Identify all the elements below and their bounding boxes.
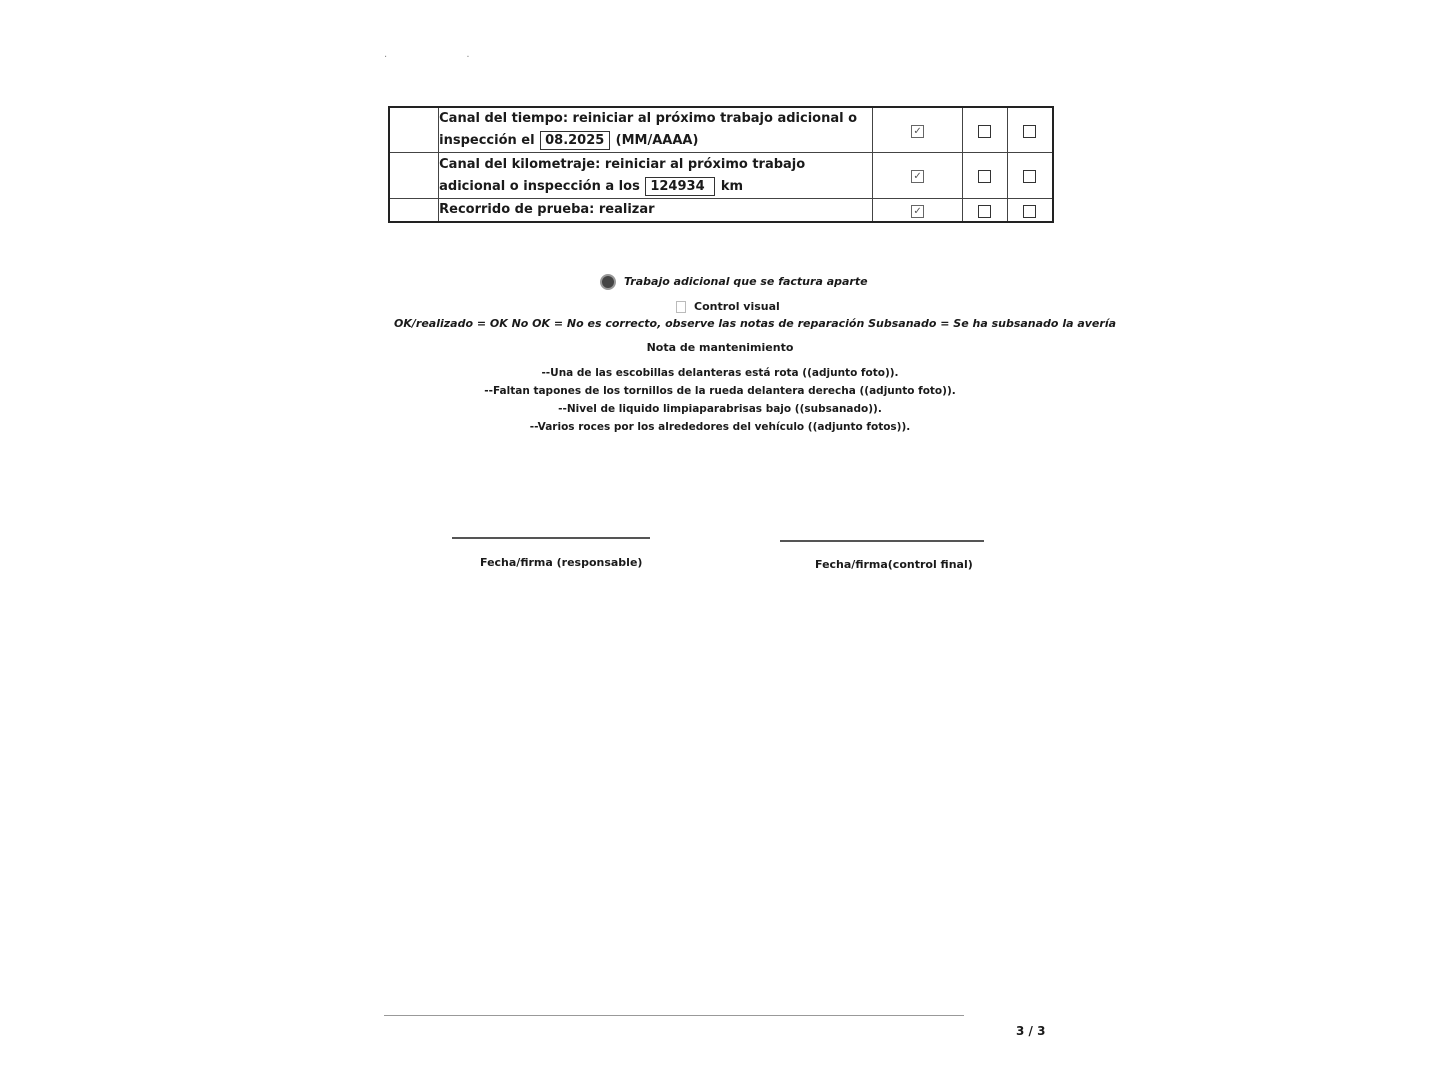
ok-checkbox[interactable]: ✓ [911, 170, 924, 183]
checklist-row [389, 107, 1053, 153]
signature-line-control-final [780, 540, 984, 542]
note-line: --Faltan tapones de los tornillos de la rueda delantera derecha ((adjunto foto)). [484, 385, 956, 397]
date-value-field[interactable]: 08.2025 [540, 131, 610, 150]
maintenance-note-list [0, 364, 1440, 436]
checklist-row [389, 199, 1053, 223]
subsanado-checkbox[interactable] [1023, 125, 1036, 138]
no-ok-checkbox[interactable] [978, 205, 991, 218]
ok-checkbox[interactable]: ✓ [911, 125, 924, 138]
footer-divider [384, 1015, 964, 1016]
ok-checkbox[interactable]: ✓ [911, 205, 924, 218]
legend-status-line: OK/realizado = OK No OK = No es correcto, observe las notas de reparación Subsanado = Se ha subsanado la avería [394, 317, 1117, 330]
checklist-row [389, 153, 1053, 199]
visual-control-icon [676, 301, 686, 313]
note-line: --Nivel de liquido limpiaparabrisas bajo ((subsanado)). [558, 403, 882, 415]
legend-additional-work: Trabajo adicional que se factura aparte [600, 274, 868, 290]
scan-corner-marks: · · [384, 52, 508, 63]
additional-work-bullet-icon [600, 274, 616, 290]
no-ok-checkbox[interactable] [978, 170, 991, 183]
subsanado-checkbox[interactable] [1023, 170, 1036, 183]
signature-label-control-final: Fecha/firma(control final) [815, 558, 973, 571]
row-description: Recorrido de prueba: realizar [439, 199, 873, 223]
note-line: --Una de las escobillas delanteras está rota ((adjunto foto)). [541, 367, 899, 379]
legend-visual-control: Control visual [676, 300, 780, 313]
page-number: 3 / 3 [1016, 1024, 1046, 1038]
inspection-checklist-table [388, 106, 1054, 223]
mileage-value-field[interactable]: 124934 [645, 177, 715, 196]
row-description: Canal del tiempo: reiniciar al próximo trabajo adicional o inspección el 08.2025 (MM/AAAA) [439, 107, 873, 153]
note-line: --Varios roces por los alrededores del vehículo ((adjunto fotos)). [529, 421, 911, 433]
signature-line-responsable [452, 537, 650, 539]
maintenance-note-title: Nota de mantenimiento [646, 341, 794, 354]
signature-label-responsable: Fecha/firma (responsable) [480, 556, 643, 569]
subsanado-checkbox[interactable] [1023, 205, 1036, 218]
row-description: Canal del kilometraje: reiniciar al próximo trabajo adicional o inspección a los 124934 km [439, 153, 873, 199]
no-ok-checkbox[interactable] [978, 125, 991, 138]
